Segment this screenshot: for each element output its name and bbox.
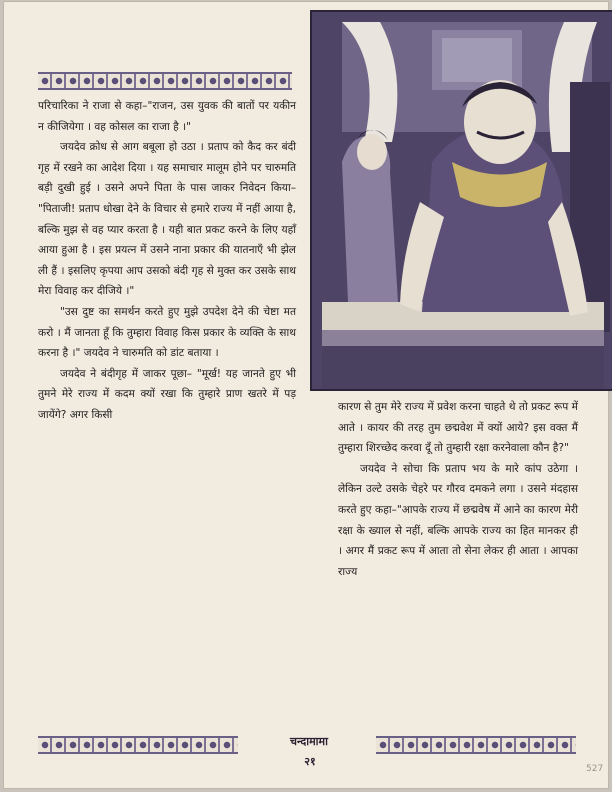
- paragraph: "उस दुष्ट का समर्थन करते हुए मुझे उपदेश देने की चेष्टा मत करो । मैं जानता हूँ कि तुम्हारा विवाह किस प्रकार के व्यक्ति के साथ करना है ।" जयदेव ने चारुमति को डांट बताया ।: [38, 305, 296, 360]
- corner-mark: 527: [586, 764, 604, 774]
- top-left-border: [38, 72, 292, 90]
- page: [4, 2, 608, 788]
- paragraph: जयदेव ने बंदीगृह में जाकर पूछा– "मूर्ख! यह जानते हुए भी तुमने मेरे राज्य में कदम क्यों रखा कि तुम्हारे प्राण खतरे में पड़ जायेंगे? अगर किसी: [38, 367, 296, 421]
- paragraph: जयदेव क्रोध से आग बबूला हो उठा । प्रताप को कैद कर बंदी गृह में रखने का आदेश दिया । यह समाचार मालूम होने पर चारुमति बड़ी दुखी हुई । उसने अपने पिता के पास जाकर निवेदन किया– "पिताजी! प्रताप धोखा देने के विचार से हमारे राज्य में नहीं आया है, बल्कि मुझ से वह प्यार करता है । यही बात प्रकट करने के लिए यहाँ आया हुआ है । इस प्रयत्न में उसने नाना प्रकार की यातनाएँ भी झेल ली हैं । इसलिए कृपया आप उसको बंदी गृह से मुक्त कर उसके साथ मेरा विवाह कर दीजिये ।": [38, 141, 296, 298]
- bottom-left-border: [38, 736, 238, 754]
- paragraph: जयदेव ने सोचा कि प्रताप भय के मारे कांप उठेगा । लेकिन उल्टे उसके चेहरे पर गौरव दमकने लगा । उसने मंदहास करते हुए कहा–"आपके राज्य में छद्मवेष में आने का कारण मेरी रक्षा के ख्याल से नहीं, बल्कि आपके राज्य का हित मानकर ही । अगर मैं प्रकट रूप में आता तो सेना लेकर ही आता । आपका राज्य: [338, 462, 578, 578]
- bottom-right-border: [376, 736, 576, 754]
- right-column: [338, 397, 578, 582]
- story-illustration: [310, 10, 612, 391]
- magazine-title: चन्दामामा: [290, 735, 328, 748]
- paragraph: परिचारिका ने राजा से कहा–"राजन, उस युवक की बातों पर यकीन न कीजियेगा । वह कोसल का राजा है ।": [38, 100, 296, 133]
- page-number: २१: [304, 755, 316, 768]
- left-column: [38, 96, 296, 426]
- paragraph: कारण से तुम मेरे राज्य में प्रवेश करना चाहते थे तो प्रकट रूप में आते । कायर की तरह तुम छद्मवेश में क्यों आये? इस वक्त मैं तुम्हारा शिरच्छेद करवा दूँ तो तुम्हारी रक्षा करनेवाला कौन है?": [338, 401, 578, 455]
